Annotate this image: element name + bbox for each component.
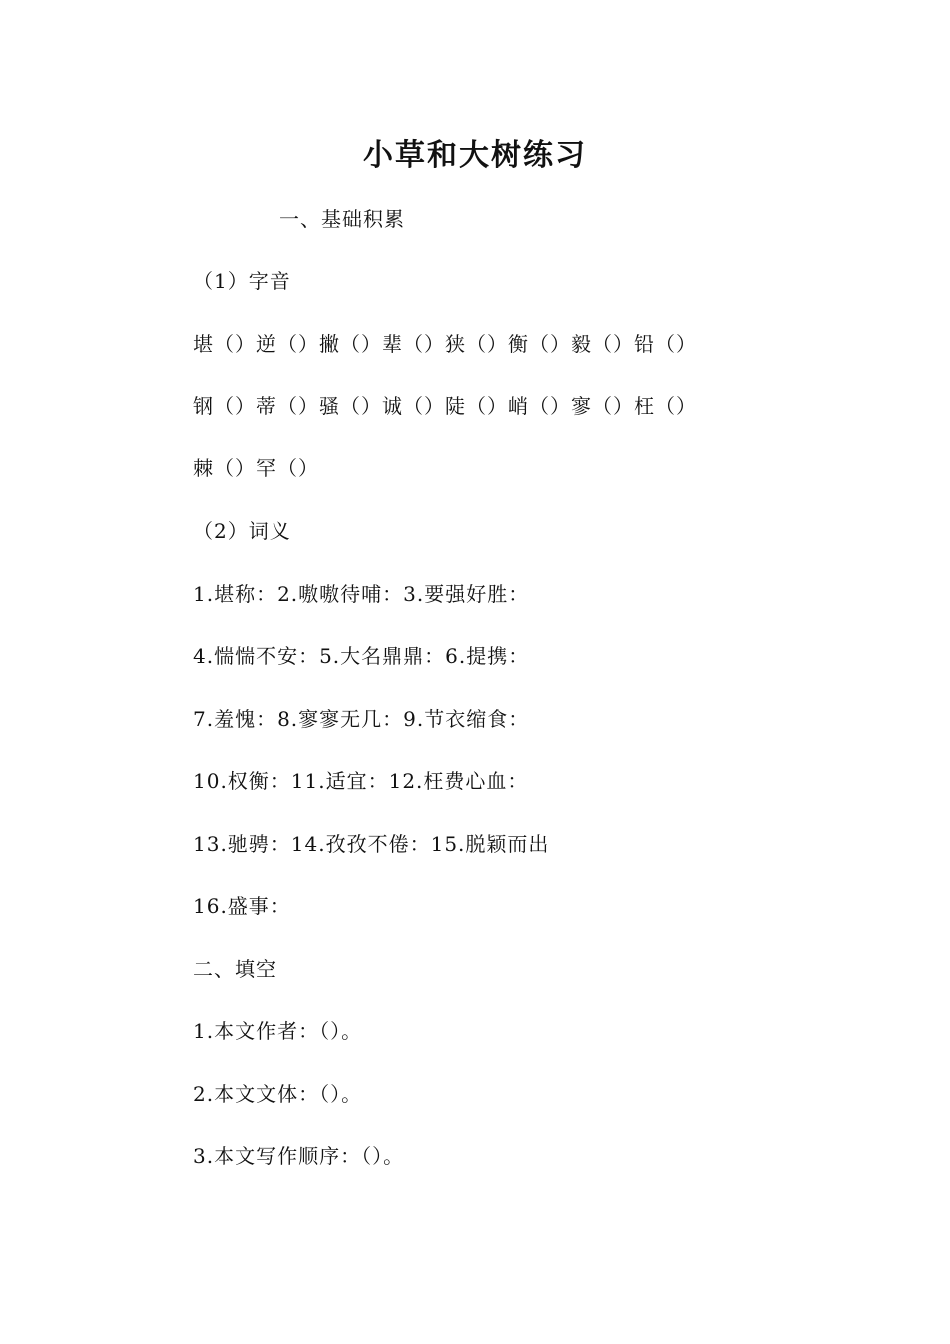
section-heading-basics: 一、基础积累 — [279, 207, 405, 231]
section-heading-fill-in: 二、填空 — [193, 957, 277, 981]
fill-in-item: 3.本文写作顺序：（）。 — [193, 1144, 405, 1168]
meaning-row: 13.驰骋：14.孜孜不倦：15.脱颖而出 — [193, 832, 550, 856]
meaning-row: 1.堪称：2.嗷嗷待哺：3.要强好胜： — [193, 582, 530, 606]
document-title: 小草和大树练习 — [363, 138, 587, 173]
subsection-heading-pronunciation: （1）字音 — [193, 269, 291, 293]
fill-in-item: 2.本文文体：（）。 — [193, 1082, 363, 1106]
meaning-row: 7.羞愧：8.寥寥无几：9.节衣缩食： — [193, 707, 530, 731]
meaning-row: 16.盛事： — [193, 894, 291, 918]
meaning-row: 10.权衡：11.适宜：12.枉费心血： — [193, 769, 529, 793]
pronunciation-row: 棘（）罕（） — [193, 456, 319, 480]
fill-in-item: 1.本文作者：（）。 — [193, 1019, 363, 1043]
pronunciation-row: 堪（）逆（）撇（）辈（）狭（）衡（）毅（）铅（） — [193, 332, 697, 356]
subsection-heading-meaning: （2）词义 — [193, 519, 291, 543]
pronunciation-row: 钢（）蒂（）骚（）诚（）陡（）峭（）寥（）枉（） — [193, 394, 697, 418]
meaning-row: 4.惴惴不安：5.大名鼎鼎：6.提携： — [193, 644, 530, 668]
